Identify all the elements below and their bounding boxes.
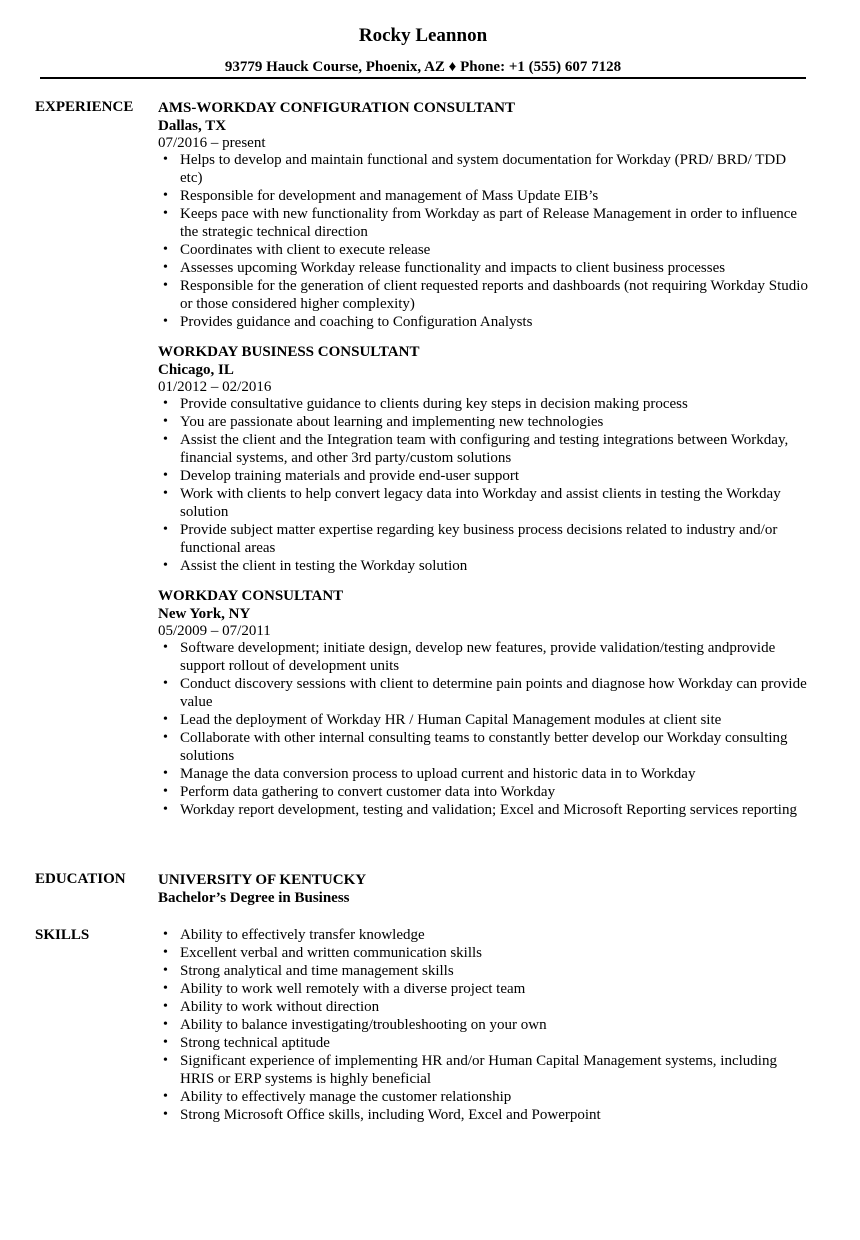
list-item	[158, 413, 810, 431]
bullet-text: Responsible for the generation of client requested reports and dashboards (not requiring Workday Studio or those considered higher complexity)	[180, 278, 808, 312]
bullet-icon: •	[163, 766, 168, 781]
skill-text: Excellent verbal and written communication skills	[180, 945, 482, 961]
bullet-icon: •	[163, 802, 168, 817]
bullet-text: Assist the client and the Integration team with configuring and testing integrations between Workday, financial systems, and other 3rd party/custom solutions	[180, 432, 789, 466]
list-item	[158, 711, 810, 729]
bullet-icon: •	[163, 260, 168, 275]
list-item	[158, 259, 810, 277]
bullet-icon: •	[163, 640, 168, 655]
bullet-text: Assist the client in testing the Workday solution	[180, 558, 468, 574]
bullet-icon: •	[163, 486, 168, 501]
bullet-text: Collaborate with other internal consulting teams to constantly better develop our Workday consulting solutions	[180, 730, 788, 764]
bullet-icon: •	[163, 1035, 168, 1050]
list-item	[158, 205, 810, 241]
bullet-icon: •	[163, 188, 168, 203]
bullet-text: Workday report development, testing and validation; Excel and Microsoft Reporting services reporting	[180, 802, 797, 818]
bullet-icon: •	[163, 468, 168, 483]
bullet-icon: •	[163, 676, 168, 691]
section-label-skills: SKILLS	[35, 927, 90, 943]
job-dates: 01/2012 – 02/2016	[158, 379, 272, 395]
list-item	[158, 1106, 810, 1124]
list-item	[158, 962, 810, 980]
list-item	[158, 151, 810, 187]
bullet-text: You are passionate about learning and implementing new technologies	[180, 414, 604, 430]
bullet-text: Provide consultative guidance to clients during key steps in decision making process	[180, 396, 688, 412]
list-item	[158, 639, 810, 675]
section-label-experience: EXPERIENCE	[35, 99, 134, 115]
list-item	[158, 431, 810, 467]
skill-text: Ability to work well remotely with a diverse project team	[180, 981, 526, 997]
job-dates: 05/2009 – 07/2011	[158, 623, 271, 639]
job-bullets	[158, 639, 810, 819]
section-label-education: EDUCATION	[35, 871, 126, 887]
list-item	[158, 765, 810, 783]
bullet-icon: •	[163, 396, 168, 411]
bullet-text: Software development; initiate design, develop new features, provide validation/testing andprovide support rollout of development units	[180, 640, 776, 674]
bullet-icon: •	[163, 414, 168, 429]
bullet-text: Work with clients to help convert legacy data into Workday and assist clients in testing the Workday solution	[180, 486, 781, 520]
list-item	[158, 998, 810, 1016]
job-location: New York, NY	[158, 606, 251, 622]
list-item	[158, 187, 810, 205]
skill-text: Ability to balance investigating/troubleshooting on your own	[180, 1017, 547, 1033]
job-bullets	[158, 151, 810, 331]
list-item	[158, 944, 810, 962]
bullet-text: Responsible for development and management of Mass Update EIB’s	[180, 188, 599, 204]
skill-text: Ability to effectively transfer knowledge	[180, 927, 425, 943]
list-item	[158, 1052, 810, 1088]
job-dates: 07/2016 – present	[158, 135, 266, 151]
bullet-icon: •	[163, 963, 168, 978]
job-entry-2	[158, 343, 810, 575]
contact-line: 93779 Hauck Course, Phoenix, AZ ♦ Phone: +1 (555) 607 7128	[224, 59, 622, 75]
bullet-icon: •	[163, 945, 168, 960]
job-bullets	[158, 395, 810, 575]
skill-text: Ability to work without direction	[180, 999, 380, 1015]
list-item	[158, 313, 810, 331]
bullet-icon: •	[163, 522, 168, 537]
skill-text: Strong analytical and time management skills	[180, 963, 454, 979]
bullet-icon: •	[163, 1107, 168, 1122]
bullet-icon: •	[163, 432, 168, 447]
list-item	[158, 926, 810, 944]
school-name: UNIVERSITY OF KENTUCKY	[158, 872, 367, 888]
bullet-text: Helps to develop and maintain functional and system documentation for Workday (PRD/ BRD/ TDD etc)	[180, 152, 787, 186]
job-entry-3	[158, 587, 810, 819]
list-item	[158, 521, 810, 557]
list-item	[158, 1034, 810, 1052]
bullet-icon: •	[163, 206, 168, 221]
list-item	[158, 675, 810, 711]
education-body	[158, 870, 810, 907]
header-divider	[40, 77, 806, 79]
bullet-text: Keeps pace with new functionality from Workday as part of Release Management in order to influence the strategic technical direction	[180, 206, 798, 240]
job-title: AMS-WORKDAY CONFIGURATION CONSULTANT	[158, 100, 515, 116]
list-item	[158, 783, 810, 801]
bullet-icon: •	[163, 712, 168, 727]
list-item	[158, 277, 810, 313]
bullet-icon: •	[163, 730, 168, 745]
job-entry-1	[158, 99, 810, 331]
bullet-icon: •	[163, 784, 168, 799]
experience-body	[158, 98, 810, 831]
bullet-icon: •	[163, 981, 168, 996]
bullet-icon: •	[163, 1089, 168, 1104]
bullet-icon: •	[163, 314, 168, 329]
bullet-text: Provides guidance and coaching to Configuration Analysts	[180, 314, 533, 330]
candidate-name: Rocky Leannon	[358, 25, 488, 46]
bullet-icon: •	[163, 927, 168, 942]
bullet-text: Perform data gathering to convert customer data into Workday	[180, 784, 556, 800]
list-item	[158, 395, 810, 413]
job-title: WORKDAY BUSINESS CONSULTANT	[158, 344, 420, 360]
bullet-icon: •	[163, 1017, 168, 1032]
bullet-icon: •	[163, 558, 168, 573]
skill-text: Significant experience of implementing HR and/or Human Capital Management systems, including HRIS or ERP systems is highly beneficial	[180, 1053, 777, 1087]
degree-name: Bachelor’s Degree in Business	[158, 890, 350, 906]
bullet-text: Assesses upcoming Workday release functionality and impacts to client business processes	[180, 260, 726, 276]
job-location: Chicago, IL	[158, 362, 234, 378]
bullet-text: Conduct discovery sessions with client to determine pain points and diagnose how Workday can provide value	[180, 676, 807, 710]
list-item	[158, 485, 810, 521]
list-item	[158, 980, 810, 998]
bullet-text: Provide subject matter expertise regarding key business process decisions related to industry and/or functional areas	[180, 522, 778, 556]
bullet-icon: •	[163, 999, 168, 1014]
skills-body	[158, 926, 810, 1124]
bullet-icon: •	[163, 242, 168, 257]
list-item	[158, 557, 810, 575]
list-item	[158, 1016, 810, 1034]
bullet-icon: •	[163, 278, 168, 293]
list-item	[158, 729, 810, 765]
bullet-text: Manage the data conversion process to upload current and historic data in to Workday	[180, 766, 696, 782]
job-location: Dallas, TX	[158, 118, 227, 134]
skills-list	[158, 926, 810, 1124]
bullet-text: Lead the deployment of Workday HR / Human Capital Management modules at client site	[180, 712, 722, 728]
list-item	[158, 1088, 810, 1106]
list-item	[158, 241, 810, 259]
skill-text: Strong Microsoft Office skills, including Word, Excel and Powerpoint	[180, 1107, 601, 1123]
bullet-icon: •	[163, 1053, 168, 1068]
list-item	[158, 801, 810, 819]
skill-text: Ability to effectively manage the customer relationship	[180, 1089, 512, 1105]
bullet-text: Coordinates with client to execute release	[180, 242, 431, 258]
list-item	[158, 467, 810, 485]
skill-text: Strong technical aptitude	[180, 1035, 330, 1051]
bullet-text: Develop training materials and provide end-user support	[180, 468, 520, 484]
bullet-icon: •	[163, 152, 168, 167]
job-title: WORKDAY CONSULTANT	[158, 588, 344, 604]
